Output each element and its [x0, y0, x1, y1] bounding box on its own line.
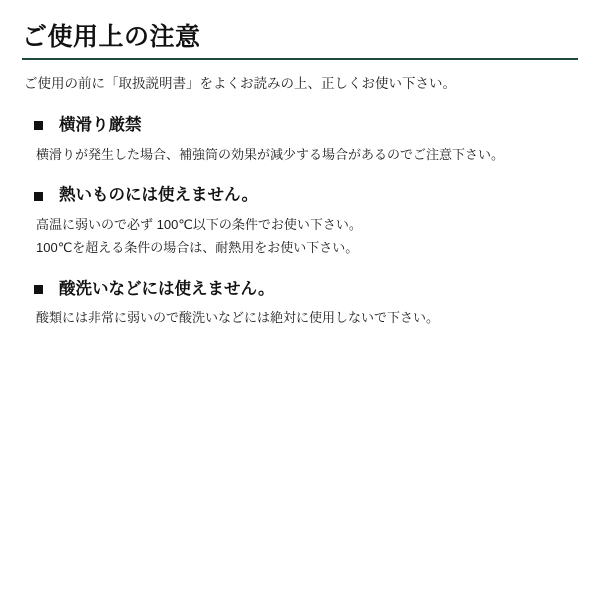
notice-section-1-heading	[34, 116, 578, 136]
notice-section-2-title: 熱いものには使えません。	[59, 186, 258, 205]
square-bullet-icon	[34, 121, 43, 130]
notice-section-3-title: 酸洗いなどには使えません。	[59, 279, 275, 298]
notice-section-2	[22, 186, 578, 259]
notice-section-1-line-1: 横滑りが発生した場合、補強筒の効果が減少する場合があるのでご注意下さい。	[36, 146, 505, 162]
notice-section-2-body	[36, 214, 578, 260]
page-title: ご使用上の注意	[22, 23, 201, 51]
square-bullet-icon	[34, 285, 43, 294]
notice-section-3	[22, 280, 578, 331]
notice-section-3-line-1: 酸類には非常に弱いので酸洗いなどには絶対に使用しないで下さい。	[36, 310, 440, 326]
notice-section-1	[22, 116, 578, 167]
notice-section-1-body	[36, 144, 578, 167]
notice-section-3-heading	[34, 280, 578, 300]
notice-section-2-line-1: 高温に弱いので必ず 100℃以下の条件でお使い下さい。	[36, 217, 362, 233]
notice-section-1-title: 横滑り厳禁	[59, 115, 142, 134]
square-bullet-icon	[34, 192, 43, 201]
notice-section-2-heading	[34, 186, 578, 206]
lead-paragraph: ご使用の前に「取扱説明書」をよくお読みの上、正しくお使い下さい。	[24, 75, 456, 91]
notice-section-3-body	[36, 307, 578, 330]
title-divider	[22, 58, 578, 60]
notice-section-2-line-2: 100℃を超える条件の場合は、耐熱用をお使い下さい。	[36, 239, 359, 255]
